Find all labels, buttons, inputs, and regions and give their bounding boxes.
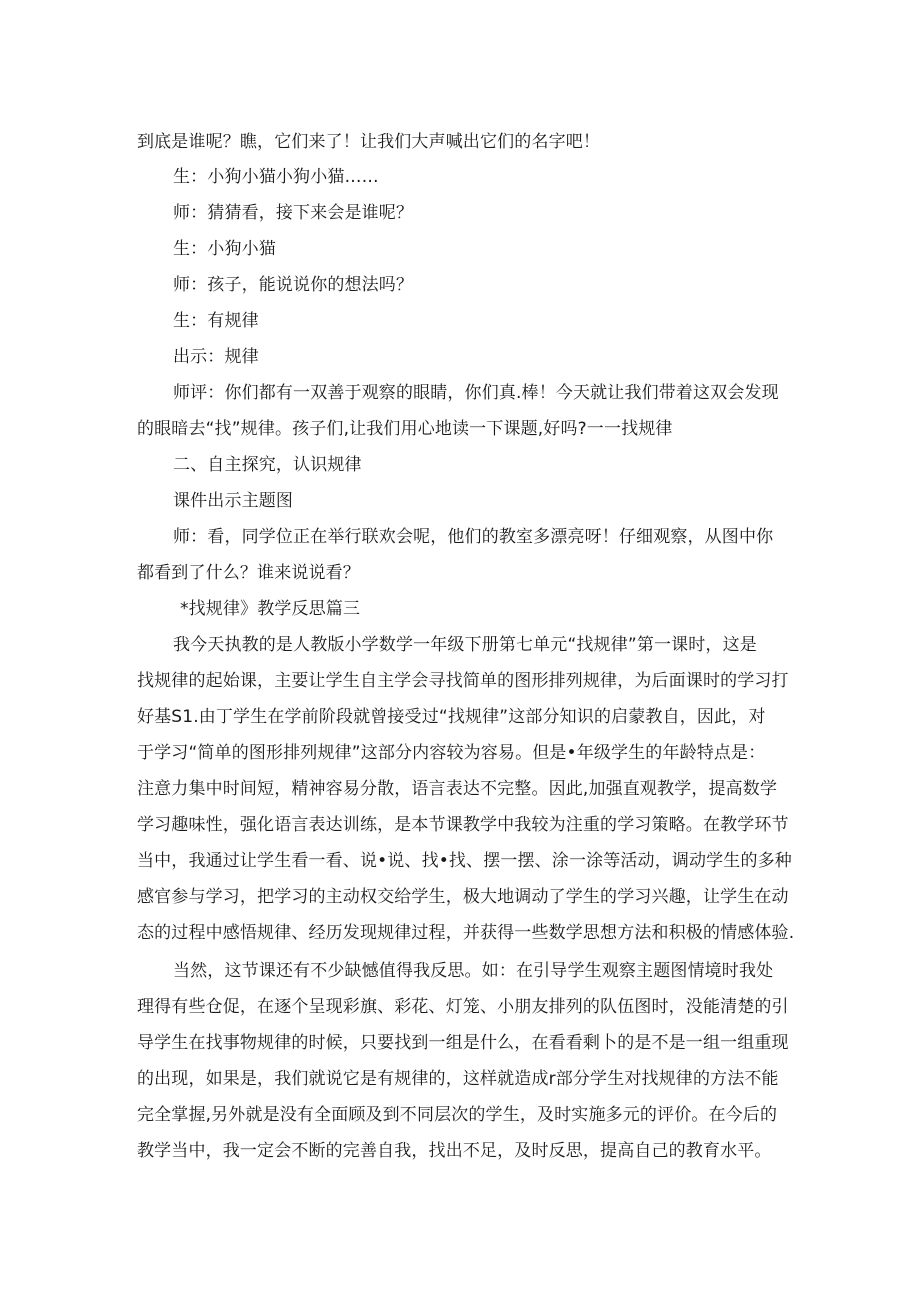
text-line: 的眼暗去“找”规律。孩子们,让我们用心地读一下课题,好吗?一一找规律: [137, 419, 673, 439]
text-line: 师评：你们都有一双善于观察的眼睛，你们真.棒！今天就让我们带着这双会发现: [173, 383, 779, 403]
text-line: 生：小狗小猫: [173, 239, 276, 259]
text-line: 到底是谁呢？瞧，它们来了！让我们大声喊出它们的名字吧！: [137, 132, 601, 152]
text-line: 感官参与学习，把学习的主动权交给学生，极大地调动了学生的学习兴趣，让学生在动: [137, 887, 789, 907]
text-line: 找规律的起始课，主要让学生自主学会寻找简单的图形排列规律，为后面课时的学习打: [137, 671, 789, 691]
text-line: 当然，这节课还有不少缺憾值得我反思。如：在引导学生观察主题图情境时我处: [173, 961, 774, 981]
text-line: 师：孩子，能说说你的想法吗？: [173, 275, 414, 295]
text-line: 生：有规律: [173, 311, 259, 331]
section-heading: 二、自主探究，认识规律: [173, 455, 362, 475]
text-line: 当中，我通过让学生看一看、说•说、找•找、摆一摆、涂一涂等活动，调动学生的多种: [137, 851, 792, 871]
text-line: 生：小狗小猫小狗小猫……: [173, 167, 379, 187]
text-line: 课件出示主题图: [173, 491, 294, 511]
text-line: 于学习“简单的图形排列规律”这部分内容较为容易。但是•年级学生的年龄特点是：: [137, 743, 766, 763]
text-line: 的出现，如果是，我们就说它是有规律的，这样就造成r部分学生对找规律的方法不能: [137, 1069, 779, 1089]
text-line: 我今天执教的是人教版小学数学一年级下册第七单元“找规律”第一课时，这是: [173, 635, 757, 655]
text-line: 教学当中，我一定会不断的完善自我，找出不足，及时反思，提高自己的教育水平。: [137, 1141, 772, 1161]
text-line: 导学生在找事物规律的时候，只要找到一组是什么，在看看剩卜的是不是一组一组重现: [137, 1033, 789, 1053]
text-line: 完全掌握,另外就是没有全面顾及到不同层次的学生，及时实施多元的评价。在今后的: [137, 1105, 778, 1125]
text-line: 都看到了什么？谁来说说看？: [137, 563, 360, 583]
text-line: 师：看，同学位正在举行联欢会呢，他们的教室多漂亮呀！仔细观察，从图中你: [173, 527, 774, 547]
text-line: 态的过程中感悟规律、经历发现规律过程，并获得一些数学思想方法和积极的情感体验.: [137, 923, 795, 943]
text-line: 理得有些仓促，在逐个呈现彩旗、彩花、灯笼、小朋友排列的队伍图时，没能清楚的引: [137, 997, 789, 1017]
section-heading: *找规律》教学反思篇三: [180, 599, 361, 619]
text-line: 学习趣味性，强化语言表达训练，是本节课教学中我较为注重的学习策略。在教学环节: [137, 815, 789, 835]
text-line: 好基S1.由丁学生在学前阶段就曾接受过“找规律”这部分知识的启蒙教自，因此，对: [137, 707, 766, 727]
text-line: 师：猜猜看，接下来会是谁呢？: [173, 203, 414, 223]
text-line: 出示：规律: [173, 347, 259, 367]
text-line: 注意力集中时间短，精神容易分散，语言表达不完整。因此,加强直观教学，提高数学: [137, 779, 778, 799]
